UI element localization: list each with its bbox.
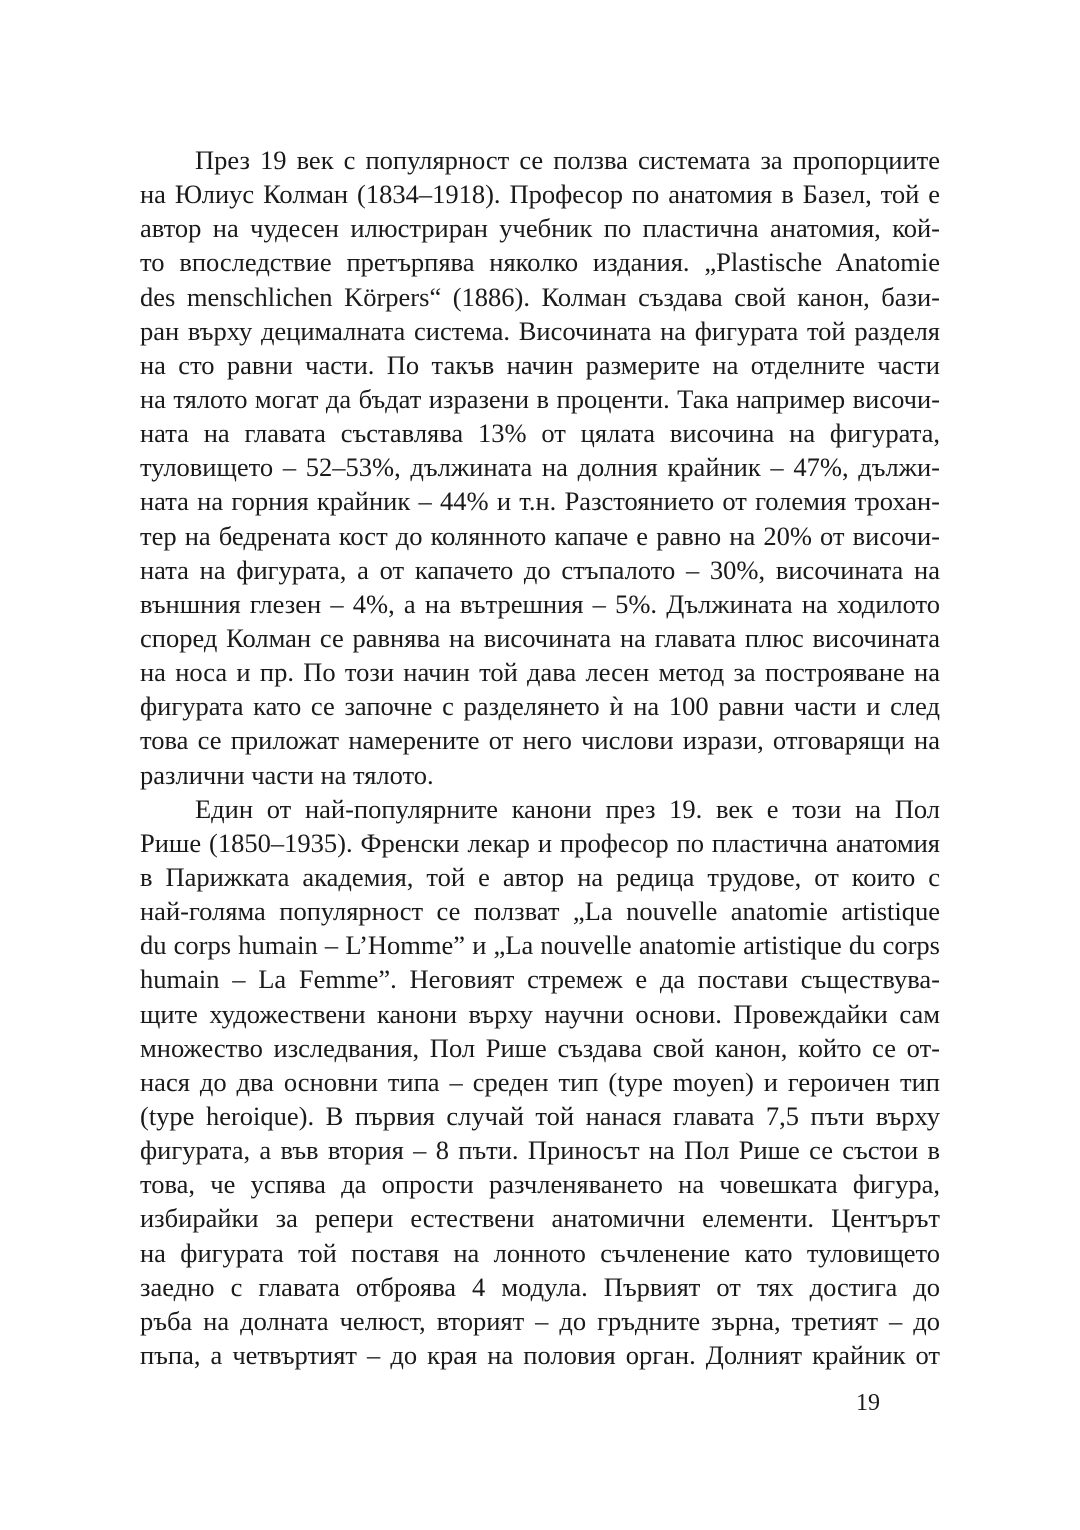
text-line: нася до два основни типа – среден тип (type moyen) и героичен тип: [140, 1066, 940, 1097]
text-line: избирайки за репери естествени анатомични елементи. Центърът: [140, 1203, 940, 1234]
text-line: Един от най-популярните канони през 19. век е този на Пол: [195, 793, 940, 824]
text-line: щите художествени канони върху научни основи. Провеждайки сам: [140, 998, 940, 1029]
text-line: des menschlichen Körpers“ (1886). Колман създава свой канон, бази-: [140, 281, 940, 312]
text-line: фигурата, а във втория – 8 пъти. Приносът на Пол Рише се състои в: [140, 1135, 940, 1166]
text-line: външния глезен – 4%, а на вътрешния – 5%. Дължината на ходилото: [140, 588, 940, 619]
text-line: то впоследствие претърпява няколко издания. „Plastische Anatomie: [140, 247, 940, 278]
text-line: ран върху децималната система. Височината на фигурата той разделя: [140, 315, 940, 346]
text-line: През 19 век с популярност се ползва системата за пропорциите: [195, 145, 940, 175]
text-line: това се приложат намерените от него числови изрази, отговарящи на: [140, 725, 940, 756]
text-line: различни части на тялото.: [140, 759, 434, 790]
text-line: фигурата като се започне с разделянето ѝ на 100 равни части и след: [140, 691, 940, 722]
text-line: ната на горния крайник – 44% и т.н. Разстоянието от големия трохан-: [140, 486, 940, 517]
text-line: ръба на долната челюст, вторият – до гръдните зърна, третият – до: [140, 1305, 940, 1336]
text-line: humain – La Femme”. Неговият стремеж е да постави съществува-: [140, 964, 940, 995]
text-line: на фигурата той поставя на лонното съчленение като туловището: [140, 1237, 940, 1268]
body-text: [140, 143, 940, 1372]
text-line: пъпа, а четвъртият – до края на половия орган. Долният крайник от: [140, 1339, 940, 1370]
text-line: на носа и пр. По този начин той дава лесен метод за построяване на: [140, 657, 940, 688]
text-line: в Парижката академия, той е автор на редица трудове, от които с: [140, 861, 940, 892]
text-line: тер на бедрената кост до колянното капаче е равно на 20% от височи-: [140, 520, 940, 551]
paragraph-richer: [140, 792, 940, 1372]
text-line: du corps humain – L’Homme” и „La nouvelle anatomie artistique du corps: [140, 930, 940, 961]
text-line: според Колман се равнява на височината на главата плюс височината: [140, 622, 940, 653]
paragraph-kollmann: [140, 143, 940, 792]
text-line: най-голяма популярност се ползват „La nouvelle anatomie artistique: [140, 896, 940, 927]
text-line: туловището – 52–53%, дължината на долния крайник – 47%, дължи-: [140, 452, 940, 483]
page-number: 19: [856, 1390, 880, 1416]
text-line: ната на главата съставлява 13% от цялата височина на фигурата,: [140, 418, 940, 449]
text-line: ната на фигурата, а от капачето до стъпалото – 30%, височината на: [140, 554, 940, 585]
text-line: това, че успява да опрости разчленяването на човешката фигура,: [140, 1169, 940, 1200]
text-line: на Юлиус Колман (1834–1918). Професор по анатомия в Базел, той е: [140, 179, 940, 210]
text-line: (type heroique). В първия случай той нанася главата 7,5 пъти върху: [140, 1100, 940, 1131]
text-line: автор на чудесен илюстриран учебник по пластична анатомия, кой-: [140, 213, 940, 244]
text-line: множество изследвания, Пол Рише създава свой канон, който се от-: [140, 1032, 940, 1063]
text-line: на сто равни части. По такъв начин размерите на отделните части: [140, 349, 940, 380]
text-line: на тялото могат да бъдат изразени в проценти. Така например височи-: [140, 383, 940, 414]
text-line: Рише (1850–1935). Френски лекар и професор по пластична анатомия: [140, 827, 940, 858]
text-line: заедно с главата отброява 4 модула. Първият от тях достига до: [140, 1271, 940, 1302]
